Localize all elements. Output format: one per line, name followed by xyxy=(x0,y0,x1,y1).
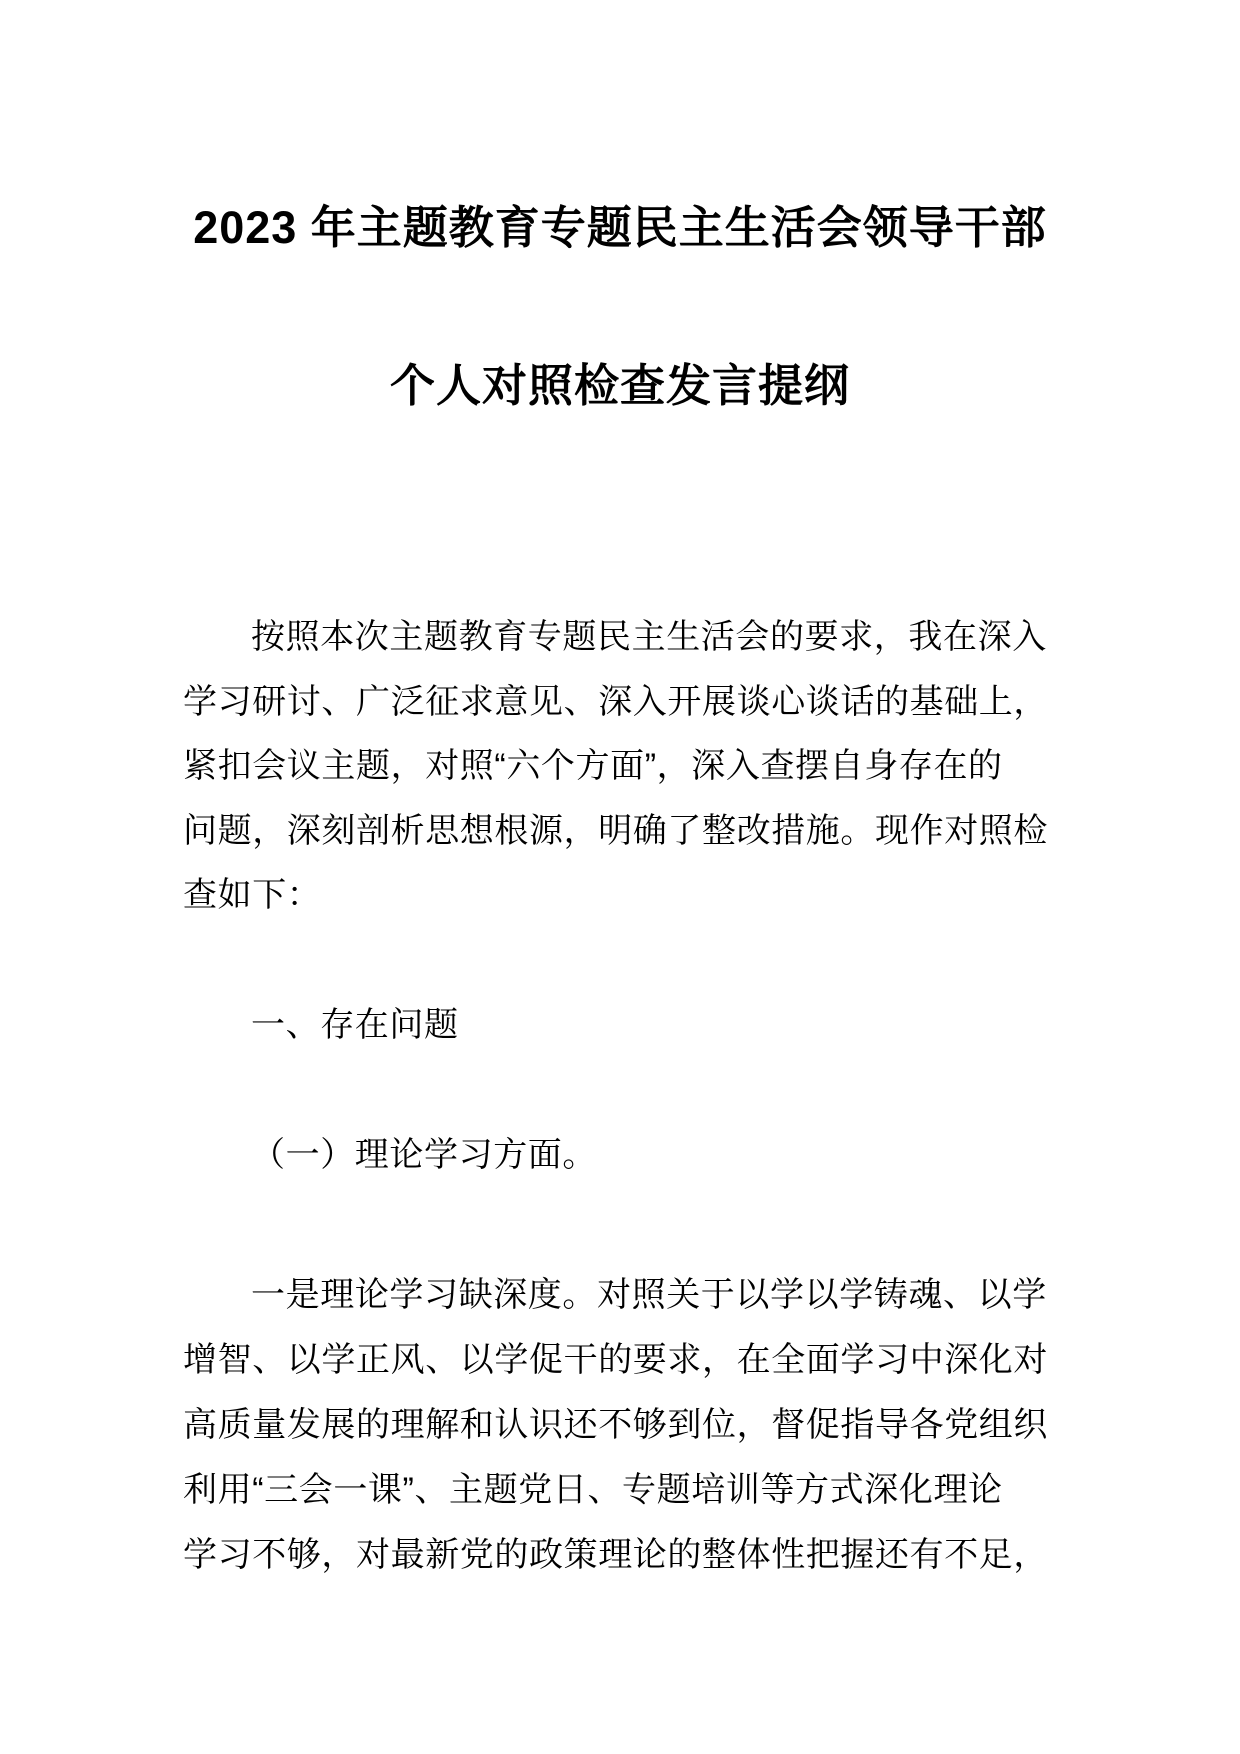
paragraph-line: 按照本次主题教育专题民主生活会的要求，我在深入 xyxy=(251,618,1047,656)
paragraph-line: 利用“三会一课”、主题党日、专题培训等方式深化理论 xyxy=(183,1471,1003,1509)
section-heading: 一、存在问题 xyxy=(251,1006,459,1044)
paragraph-line: 学习不够，对最新党的政策理论的整体性把握还有不足， xyxy=(183,1536,1048,1574)
paragraph-line: 增智、以学正风、以学促干的要求，在全面学习中深化对 xyxy=(183,1341,1048,1379)
paragraph-line: 一是理论学习缺深度。对照关于以学以学铸魂、以学 xyxy=(251,1276,1047,1314)
subsection-heading: （一）理论学习方面。 xyxy=(251,1136,597,1174)
paragraph-line: 高质量发展的理解和认识还不够到位，督促指导各党组织 xyxy=(183,1406,1048,1444)
document-title-line-1: 2023 年主题教育专题民主生活会领导干部 xyxy=(193,202,1047,253)
paragraph-line: 查如下： xyxy=(183,876,322,914)
paragraph-line: 问题，深刻剖析思想根源，明确了整改措施。现作对照检 xyxy=(183,812,1048,850)
paragraph-line: 紧扣会议主题，对照“六个方面”，深入查摆自身存在的 xyxy=(183,747,1003,785)
document-title-line-2: 个人对照检查发言提纲 xyxy=(389,360,850,411)
paragraph-line: 学习研讨、广泛征求意见、深入开展谈心谈话的基础上， xyxy=(183,683,1048,721)
